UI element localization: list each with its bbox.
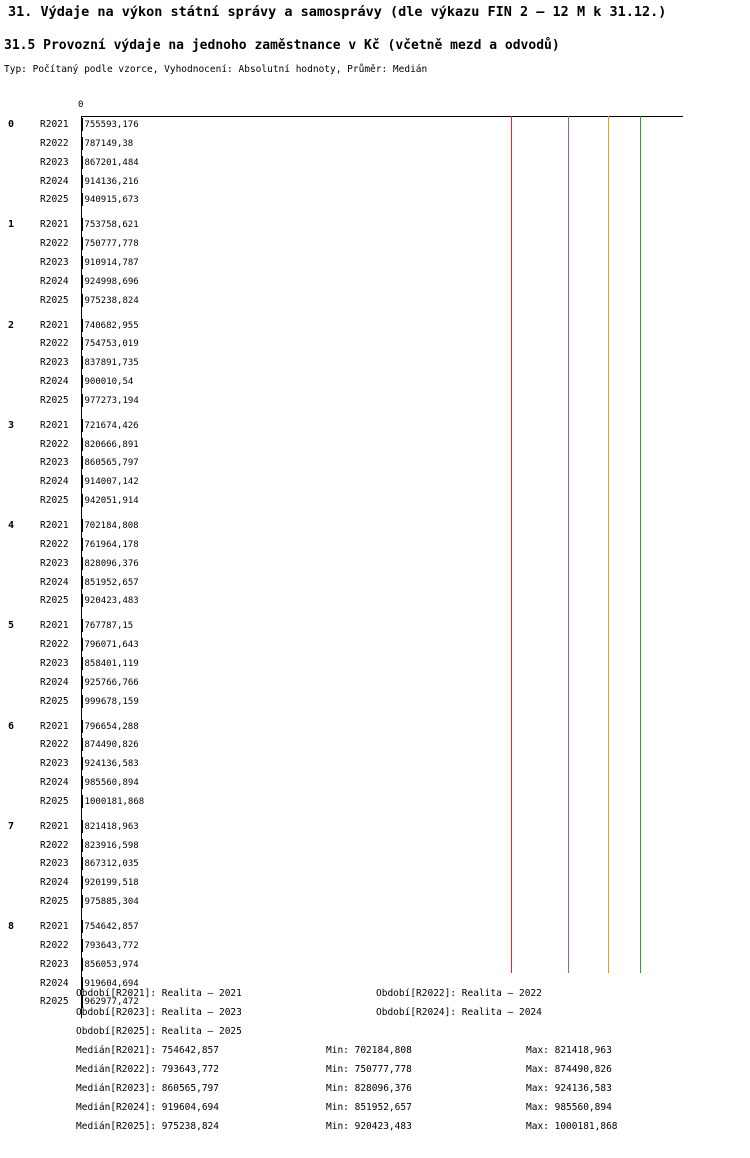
- bar[interactable]: [81, 857, 83, 870]
- bar[interactable]: [81, 237, 83, 250]
- bar-value-label: 975885,304: [84, 897, 139, 908]
- group-index-label: 5: [8, 620, 15, 632]
- bar-value-label: 924136,583: [84, 759, 139, 770]
- bar-row-label: R2025: [40, 194, 69, 206]
- bar-value-label: 702184,808: [84, 521, 139, 531]
- bar-value-label: 867312,035: [84, 859, 139, 870]
- reference-gridline-2: [608, 116, 609, 973]
- bar[interactable]: [81, 820, 83, 833]
- bar[interactable]: [81, 920, 83, 933]
- bar-value-label: 721674,426: [84, 420, 139, 431]
- bar[interactable]: [81, 319, 83, 332]
- chart-params: Typ: Počítaný podle vzorce, Vyhodnocení: Absolutní hodnoty, Průměr: Medián: [4, 64, 428, 75]
- bar-row-label: R2023: [40, 858, 69, 870]
- bar[interactable]: [81, 256, 83, 269]
- bar-row-label: R2022: [40, 238, 69, 250]
- bar-row-label: R2022: [40, 438, 69, 450]
- bar-row-label: R2021: [40, 921, 69, 932]
- bar[interactable]: [81, 419, 83, 432]
- reference-gridline-3: [640, 116, 641, 973]
- bar-value-label: 796071,643: [84, 640, 139, 651]
- group-index-label: 7: [8, 820, 15, 832]
- bar[interactable]: [81, 394, 83, 407]
- bar-row-label: R2025: [40, 595, 69, 607]
- bar-value-label: 754642,857: [84, 922, 139, 932]
- legend-entry: Období[R2021]: Realita – 2021: [76, 988, 242, 999]
- bar-value-label: 858401,119: [84, 658, 139, 669]
- bar-row-label: R2021: [40, 720, 69, 732]
- bar-value-label: 940915,673: [84, 195, 139, 206]
- bar-value-label: 753758,621: [84, 220, 139, 231]
- bar[interactable]: [81, 294, 83, 307]
- legend-median: Medián[R2024]: 919604,694: [76, 1102, 219, 1113]
- bar-row-label: R2022: [40, 839, 69, 851]
- bar-value-label: 942051,914: [84, 496, 139, 507]
- legend-entry: Období[R2023]: Realita – 2023: [76, 1007, 242, 1018]
- bar[interactable]: [81, 375, 83, 388]
- legend-min: Min: 702184,808: [326, 1045, 412, 1056]
- bar[interactable]: [81, 275, 83, 288]
- bar[interactable]: [81, 839, 83, 852]
- legend-max: Max: 874490,826: [526, 1064, 612, 1075]
- page-title: 31. Výdaje na výkon státní správy a samosprávy (dle výkazu FIN 2 – 12 M k 31.12.): [8, 4, 667, 20]
- bar-value-label: 867201,484: [84, 157, 139, 168]
- bar[interactable]: [81, 720, 83, 733]
- group-index-label: 8: [8, 921, 15, 932]
- bar-value-label: 914136,216: [84, 176, 139, 187]
- bar[interactable]: [81, 456, 83, 469]
- bar-value-label: 910914,787: [84, 257, 139, 268]
- bar-row-label: R2025: [40, 795, 69, 807]
- bar[interactable]: [81, 738, 83, 751]
- legend-min: Min: 920423,483: [326, 1121, 412, 1132]
- legend-median: Medián[R2022]: 793643,772: [76, 1064, 219, 1075]
- bar[interactable]: [81, 619, 83, 632]
- bar-row-label: R2021: [40, 620, 69, 632]
- bar-value-label: 828096,376: [84, 558, 139, 569]
- bar[interactable]: [81, 557, 83, 570]
- bar-row-label: R2023: [40, 557, 69, 569]
- bar-value-label: 920423,483: [84, 596, 139, 607]
- bar-value-label: 750777,778: [84, 239, 139, 250]
- legend-min: Min: 851952,657: [326, 1102, 412, 1113]
- bar-row-label: R2021: [40, 119, 69, 130]
- bar-value-label: 793643,772: [84, 940, 139, 951]
- bar[interactable]: [81, 638, 83, 651]
- bar-value-label: 924998,696: [84, 276, 139, 287]
- bar[interactable]: [81, 494, 83, 507]
- bar[interactable]: [81, 795, 83, 808]
- legend-median: Medián[R2021]: 754642,857: [76, 1045, 219, 1056]
- bar[interactable]: [81, 337, 83, 350]
- legend-max: Max: 1000181,868: [526, 1121, 618, 1132]
- bar-row-label: R2022: [40, 338, 69, 350]
- bar-row-label: R2024: [40, 977, 69, 989]
- bar[interactable]: [81, 757, 83, 770]
- bar-value-label: 914007,142: [84, 477, 139, 488]
- bar-row-label: R2025: [40, 495, 69, 507]
- legend-entry: Období[R2022]: Realita – 2022: [376, 988, 542, 999]
- bar-row-label: R2024: [40, 376, 69, 388]
- bar-value-label: 999678,159: [84, 696, 139, 707]
- bar-value-label: 820666,891: [84, 439, 139, 450]
- bar-value-label: 851952,657: [84, 577, 139, 588]
- bar[interactable]: [81, 118, 83, 131]
- legend-max: Max: 985560,894: [526, 1102, 612, 1113]
- bar-value-label: 874490,826: [84, 740, 139, 751]
- bar-value-label: 977273,194: [84, 395, 139, 406]
- bar-row-label: R2025: [40, 294, 69, 306]
- legend-max: Max: 821418,963: [526, 1045, 612, 1056]
- bar-row-label: R2022: [40, 137, 69, 149]
- legend-min: Min: 750777,778: [326, 1064, 412, 1075]
- bar-value-label: 823916,598: [84, 840, 139, 851]
- bar[interactable]: [81, 175, 83, 188]
- group-index-label: 3: [8, 419, 15, 431]
- bar-value-label: 740682,955: [84, 320, 139, 331]
- bar[interactable]: [81, 538, 83, 551]
- x-axis-zero-label: 0: [78, 100, 84, 110]
- bar-row-label: R2024: [40, 676, 69, 688]
- bar-value-label: 919604,694: [84, 978, 139, 989]
- bar[interactable]: [81, 218, 83, 231]
- bar-row-label: R2023: [40, 958, 69, 970]
- bar[interactable]: [81, 676, 83, 689]
- bar[interactable]: [81, 475, 83, 488]
- bar[interactable]: [81, 356, 83, 369]
- bar-value-label: 767787,15: [84, 621, 134, 632]
- bar-row-label: R2023: [40, 457, 69, 469]
- bar-row-label: R2025: [40, 896, 69, 908]
- bar-row-label: R2021: [40, 319, 69, 331]
- legend-median: Medián[R2023]: 860565,797: [76, 1083, 219, 1094]
- bar[interactable]: [81, 939, 83, 952]
- bar-row-label: R2023: [40, 256, 69, 268]
- bar[interactable]: [81, 895, 83, 908]
- bar[interactable]: [81, 958, 83, 971]
- bar-row-label: R2025: [40, 394, 69, 406]
- bar-value-label: 755593,176: [84, 120, 139, 130]
- bar-row-label: R2024: [40, 877, 69, 889]
- bar-row-label: R2024: [40, 476, 69, 488]
- bar-row-label: R2022: [40, 639, 69, 651]
- bar[interactable]: [81, 519, 83, 532]
- bar[interactable]: [81, 156, 83, 169]
- bar-value-label: 985560,894: [84, 778, 139, 789]
- bar-value-label: 860565,797: [84, 458, 139, 469]
- bar-value-label: 856053,974: [84, 959, 139, 970]
- group-index-label: 4: [8, 520, 15, 531]
- group-index-label: 2: [8, 319, 15, 331]
- bar-value-label: 920199,518: [84, 878, 139, 889]
- bar-row-label: R2024: [40, 576, 69, 588]
- bar-value-label: 837891,735: [84, 358, 139, 369]
- bar-row-label: R2024: [40, 175, 69, 187]
- bar-value-label: 1000181,868: [84, 796, 145, 807]
- chart-title: 31.5 Provozní výdaje na jednoho zaměstnance v Kč (včetně mezd a odvodů): [4, 38, 560, 53]
- bar[interactable]: [81, 193, 83, 206]
- group-index-label: 0: [8, 119, 15, 130]
- bar-value-label: 761964,178: [84, 539, 139, 550]
- bar-value-label: 900010,54: [84, 377, 134, 388]
- reference-gridline-1: [568, 116, 569, 973]
- bar[interactable]: [81, 576, 83, 589]
- bar[interactable]: [81, 594, 83, 607]
- bar-value-label: 925766,766: [84, 677, 139, 688]
- legend-max: Max: 924136,583: [526, 1083, 612, 1094]
- bar-row-label: R2022: [40, 538, 69, 550]
- bar-row-label: R2021: [40, 820, 69, 832]
- legend-min: Min: 828096,376: [326, 1083, 412, 1094]
- bar[interactable]: [81, 137, 83, 150]
- bar-value-label: 962977,472: [84, 997, 139, 1008]
- bar-value-label: 821418,963: [84, 821, 139, 832]
- bar-row-label: R2022: [40, 739, 69, 751]
- legend-entry: Období[R2024]: Realita – 2024: [376, 1007, 542, 1018]
- bar[interactable]: [81, 776, 83, 789]
- bar-row-label: R2025: [40, 695, 69, 707]
- bar-row-label: R2021: [40, 219, 69, 231]
- bar-row-label: R2025: [40, 996, 69, 1008]
- bar-row-label: R2023: [40, 758, 69, 770]
- bar-row-label: R2023: [40, 357, 69, 369]
- bar-value-label: 796654,288: [84, 721, 139, 732]
- bar-row-label: R2021: [40, 419, 69, 431]
- bar[interactable]: [81, 657, 83, 670]
- group-index-label: 1: [8, 219, 15, 231]
- reference-gridline-0: [511, 116, 512, 973]
- legend-median: Medián[R2025]: 975238,824: [76, 1121, 219, 1132]
- bar-row-label: R2022: [40, 939, 69, 951]
- group-index-label: 6: [8, 720, 15, 732]
- bar-value-label: 787149,38: [84, 138, 134, 149]
- bar-row-label: R2024: [40, 777, 69, 789]
- bar[interactable]: [81, 695, 83, 708]
- legend-entry: Období[R2025]: Realita – 2025: [76, 1026, 242, 1037]
- bar-row-label: R2021: [40, 520, 69, 531]
- bar[interactable]: [81, 438, 83, 451]
- bar-row-label: R2023: [40, 657, 69, 669]
- x-axis-line: [81, 116, 683, 117]
- bar-value-label: 975238,824: [84, 295, 139, 306]
- bar-value-label: 754753,019: [84, 339, 139, 350]
- bar[interactable]: [81, 876, 83, 889]
- bar-row-label: R2024: [40, 275, 69, 287]
- bar-row-label: R2023: [40, 156, 69, 168]
